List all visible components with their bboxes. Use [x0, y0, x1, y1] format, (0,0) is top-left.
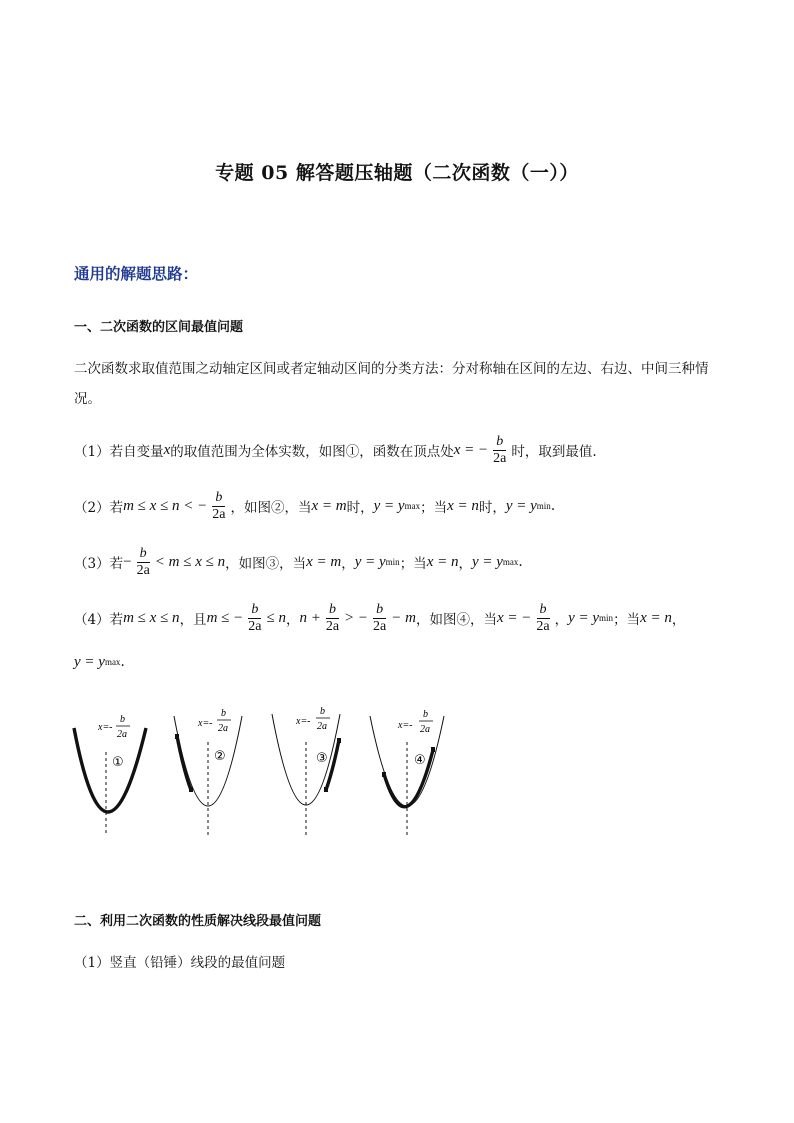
endpoint-marker — [189, 787, 193, 792]
section-heading: 通用的解题思路： — [74, 264, 199, 283]
item-3: （3）若 − $\frac{b}{2a}$ < m ≤ x ≤ n ，如图③，当 x = m ， y = y min ；当 x = n ， y = y max . — [74, 545, 523, 578]
highlighted-segment — [177, 736, 191, 790]
figure-4 — [370, 709, 444, 835]
endpoint-marker — [324, 787, 328, 792]
endpoint-marker — [382, 772, 386, 777]
figure-label: ② — [214, 749, 226, 764]
fraction: $\frac{b}{2a}$ — [248, 601, 262, 634]
figure-label: ① — [112, 755, 124, 770]
figure-label: ③ — [316, 751, 328, 766]
axis-label: x=- — [98, 722, 113, 733]
axis-label: x=- — [198, 718, 213, 729]
figure-3 — [272, 706, 341, 835]
frac-num: b — [423, 709, 428, 720]
item-2: （2）若 m ≤ x ≤ n < − $\frac{b}{2a}$ ，如图②，当 x = m 时， y = y max ；当 x = n 时， y = y min . — [74, 489, 556, 522]
axis-label: x=- — [398, 720, 413, 731]
item-4-cont: y = y max . — [74, 653, 125, 670]
parabola-figures — [70, 700, 450, 840]
frac-den: 2a — [218, 723, 228, 734]
frac-num: b — [120, 714, 125, 725]
math-x-eq: x = − — [453, 441, 489, 458]
fraction: $\frac{b}{2a}$ — [536, 601, 550, 634]
highlighted-segment — [326, 740, 339, 790]
fraction: $\frac{b}{2a}$ — [373, 601, 387, 634]
part2-item-1: （1）竖直（铅锤）线段的最值问题 — [74, 955, 286, 971]
item-1: （1）若自变量 x 的取值范围为全体实数，如图①，函数在顶点处 x = − $\frac{b}{2a}$ 时，取到最值. — [74, 433, 597, 466]
fraction: $\frac{b}{2a}$ — [325, 601, 340, 634]
figure-2 — [174, 708, 242, 835]
parabola-figures-svg — [70, 700, 450, 840]
parabola — [74, 728, 146, 812]
figure-1 — [74, 714, 146, 835]
item-4: （4）若 m ≤ x ≤ n ，且 m ≤ − $\frac{b}{2a}$ ≤ n ， n + $\frac{b}{2a}$ > − $\frac{b}{2a}$ − m ，如图④，当 x = − $\frac{b}{2a}$ ， y = y min ；当 x = n ， — [74, 601, 686, 634]
fraction: $\frac{b}{2a}$ — [493, 433, 507, 466]
frac-den: 2a — [317, 721, 327, 732]
part1-heading: 一、二次函数的区间最值问题 — [74, 320, 244, 335]
axis-label: x=- — [296, 716, 311, 727]
endpoint-marker — [431, 747, 435, 752]
endpoint-marker — [175, 734, 179, 739]
frac-den: 2a — [420, 724, 430, 735]
figure-label: ④ — [414, 753, 426, 768]
endpoint-marker — [337, 738, 341, 743]
fraction: $\frac{b}{2a}$ — [212, 489, 226, 522]
fraction: $\frac{b}{2a}$ — [136, 545, 150, 578]
part2-heading: 二、利用二次函数的性质解决线段最值问题 — [74, 914, 322, 929]
frac-num: b — [221, 708, 226, 719]
frac-num: b — [320, 706, 325, 717]
part1-intro: 二次函数求取值范围之动轴定区间或者定轴动区间的分类方法：分对称轴在区间的左边、右边、中间三种情况。 — [74, 361, 709, 407]
frac-den: 2a — [117, 729, 127, 740]
page-title: 专题 05 解答题压轴题（二次函数（一）） — [215, 162, 579, 184]
